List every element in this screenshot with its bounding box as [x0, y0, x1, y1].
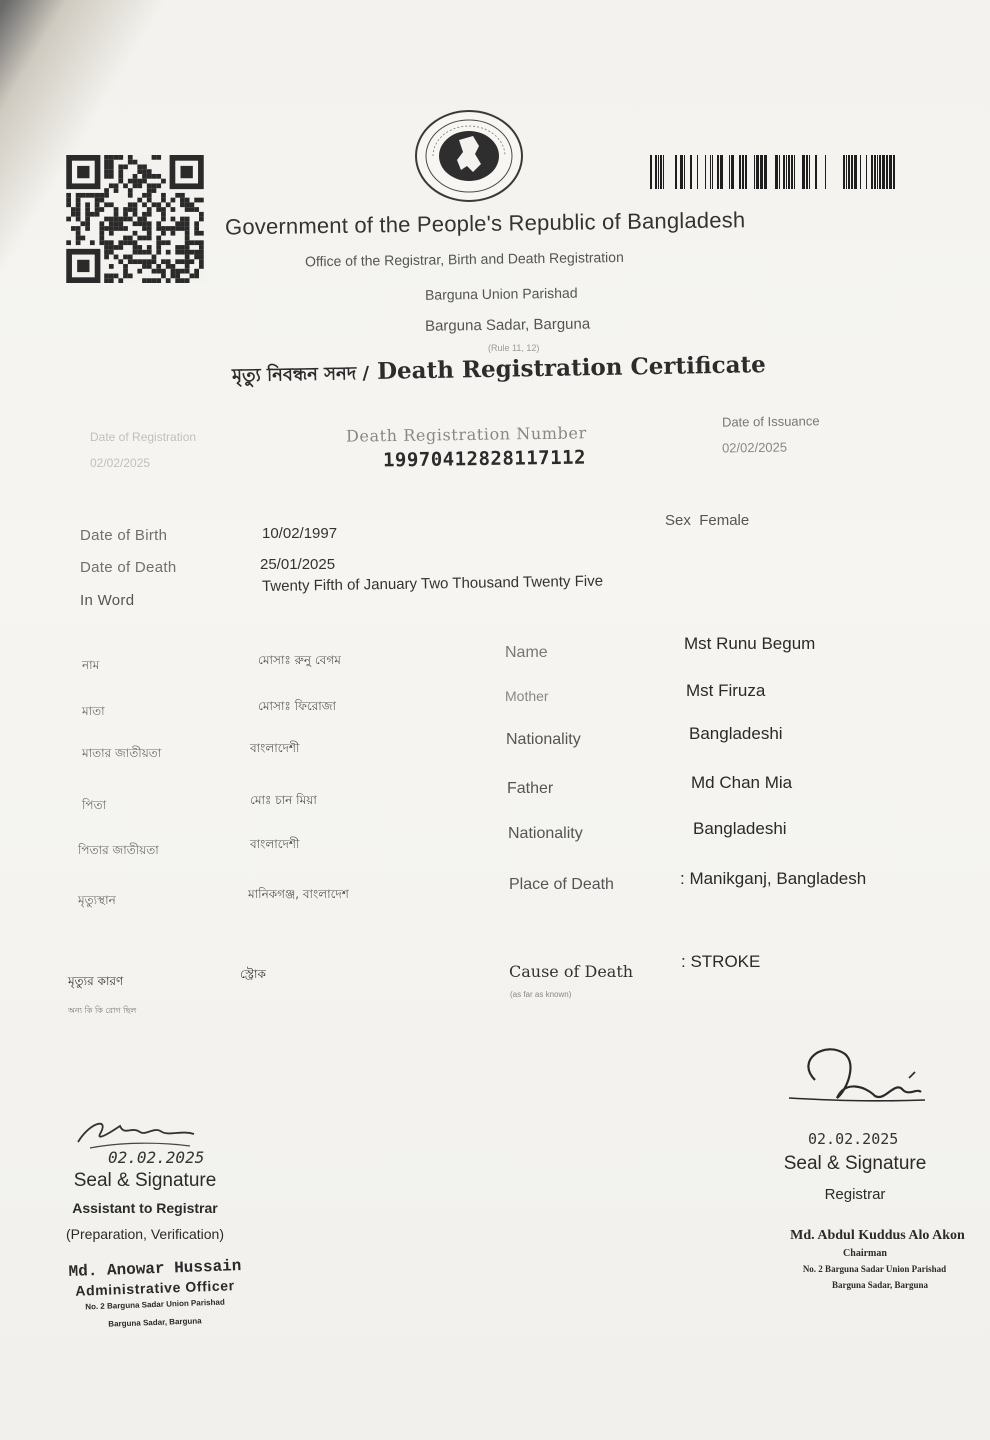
- assistant-signature-date: 02.02.2025: [108, 1148, 205, 1167]
- sex-value: Female: [699, 512, 750, 529]
- registrar-role: Registrar: [824, 1186, 886, 1203]
- certificate-title-english: Death Registration Certificate: [376, 351, 767, 385]
- registrar-seal-label: Seal & Signature: [783, 1153, 927, 1174]
- mother-nationality-label: Nationality: [506, 731, 581, 748]
- registrar-organization: No. 2 Barguna Sadar Union Parishad: [802, 1264, 947, 1274]
- bn-father-label: পিতা: [82, 798, 107, 812]
- bn-mother-nationality-label: মাতার জাতীয়তা: [82, 746, 162, 760]
- in-word-label: In Word: [80, 592, 135, 609]
- dod-label: Date of Death: [80, 559, 177, 576]
- bn-place-of-death-value: মানিকগঞ্জ, বাংলাদেশ: [248, 887, 349, 901]
- name-label: Name: [505, 644, 548, 661]
- rule-note: (Rule 11, 12): [488, 343, 540, 353]
- bn-mother-value: মোসাঃ ফিরোজা: [258, 699, 336, 713]
- assistant-designation: Administrative Officer: [75, 1277, 235, 1299]
- barcode-icon: [650, 155, 896, 189]
- dob-label: Date of Birth: [80, 527, 168, 544]
- father-nationality-label: Nationality: [508, 825, 583, 842]
- father-label: Father: [507, 780, 554, 797]
- registrar-signature-icon: [785, 1040, 935, 1120]
- assistant-role-note: (Preparation, Verification): [66, 1226, 224, 1242]
- date-of-registration-value: 02/02/2025: [90, 456, 151, 470]
- date-of-registration-label: Date of Registration: [90, 430, 197, 444]
- assistant-organization: No. 2 Barguna Sadar Union Parishad: [85, 1297, 225, 1312]
- bn-father-value: মোঃ চান মিয়া: [250, 793, 317, 807]
- mother-label: Mother: [505, 688, 549, 704]
- place-of-death-label: Place of Death: [509, 876, 614, 893]
- cause-of-death-note: (as far as known): [510, 990, 572, 999]
- bn-mother-label: মাতা: [82, 704, 105, 718]
- bn-father-nationality-value: বাংলাদেশী: [250, 837, 300, 851]
- location-subtitle: Barguna Sadar, Barguna: [424, 315, 591, 335]
- assistant-seal-label: Seal & Signature: [73, 1170, 217, 1191]
- certificate-title-bangla: মৃত্যু নিবন্ধন সনদ /: [231, 363, 370, 387]
- bn-cause-of-death-label: মৃত্যুর কারণ: [68, 974, 124, 988]
- dob-value: 10/02/1997: [262, 525, 338, 542]
- bn-father-nationality-label: পিতার জাতীয়তা: [78, 843, 159, 857]
- qr-code-icon: [66, 155, 204, 283]
- bn-cause-note: অন্য কি কি রোগ ছিল: [68, 1006, 137, 1015]
- mother-nationality-value: Bangladeshi: [689, 724, 783, 743]
- registrar-signature-date: 02.02.2025: [808, 1130, 899, 1148]
- union-subtitle: Barguna Union Parishad: [424, 284, 578, 303]
- registration-number-label: Death Registration Number: [345, 423, 587, 446]
- bn-name-value: মোসাঃ রুনু বেগম: [258, 653, 341, 667]
- issuance-date-label: Date of Issuance: [721, 413, 820, 430]
- assistant-name: Md. Anowar Hussain: [68, 1256, 242, 1282]
- issuance-date-value: 02/02/2025: [721, 439, 788, 456]
- government-title: Government of the People's Republic of Bangladesh: [224, 207, 746, 240]
- bn-cause-of-death-value: স্ট্রোক: [240, 967, 266, 981]
- registrar-designation: Chairman: [843, 1248, 887, 1259]
- cause-of-death-label: Cause of Death: [509, 962, 634, 981]
- bn-place-of-death-label: মৃত্যুস্থান: [78, 893, 116, 907]
- bn-mother-nationality-value: বাংলাদেশী: [250, 741, 300, 755]
- assistant-role: Assistant to Registrar: [72, 1200, 218, 1216]
- mother-value: Mst Firuza: [686, 681, 766, 700]
- sex-label: Sex: [665, 512, 691, 529]
- in-word-value: Twenty Fifth of January Two Thousand Twenty Five: [261, 572, 604, 595]
- father-nationality-value: Bangladeshi: [693, 819, 787, 838]
- cause-of-death-value: : STROKE: [681, 952, 761, 971]
- government-seal-icon: [413, 108, 525, 204]
- name-value: Mst Runu Begum: [684, 634, 816, 653]
- registration-number-value: 19970412828117112: [382, 446, 587, 472]
- registrar-place: Barguna Sadar, Barguna: [832, 1280, 928, 1290]
- sex-field: [665, 512, 749, 529]
- place-of-death-value: : Manikganj, Bangladesh: [680, 869, 867, 888]
- dod-value: 25/01/2025: [260, 556, 336, 573]
- assistant-place: Barguna Sadar, Barguna: [108, 1316, 202, 1329]
- bn-name-label: নাম: [82, 658, 100, 672]
- registrar-name: Md. Abdul Kuddus Alo Akon: [790, 1228, 965, 1243]
- office-subtitle: Office of the Registrar, Birth and Death Registration: [304, 248, 624, 270]
- father-value: Md Chan Mia: [691, 773, 793, 792]
